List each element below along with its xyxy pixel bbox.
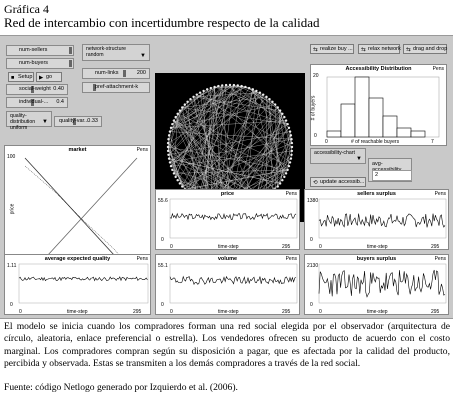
avg-accessibility-monitor: avg- 2 (368, 158, 412, 182)
network-node (168, 134, 170, 136)
network-node (167, 138, 169, 140)
histogram-bar-3 (369, 98, 383, 137)
accessibility-distribution-plot: Accessibility Distribution Pens 20 0 0 7 # of reachable buyers # of buyers (310, 64, 447, 146)
network-node (173, 172, 175, 174)
network-node (196, 93, 198, 95)
network-node (279, 182, 281, 184)
network-node (291, 142, 293, 144)
accessibility-chart-chooser[interactable]: accessibility-chart ▼ (310, 148, 366, 164)
network-node (286, 123, 288, 125)
go-button[interactable]: ▶ go (36, 72, 62, 82)
price-plot: price Pens 55.6 0 0 295 time-step (155, 189, 300, 250)
histogram-bar-4 (383, 116, 397, 137)
average-expected-quality-plot: average expected quality Pens 1.11 0 0 295 time-step (4, 254, 151, 315)
network-node (281, 179, 283, 181)
network-node (206, 88, 208, 90)
network-node (167, 150, 169, 152)
network-node (259, 91, 261, 93)
network-node (213, 86, 215, 88)
realize-buy-button[interactable]: ⇆ realize buy ... (310, 44, 354, 54)
series-line (170, 277, 296, 285)
network-node (210, 87, 212, 89)
network-node (217, 85, 219, 87)
network-node (179, 182, 181, 184)
update-accessibility-button[interactable]: ⟲ update accessib... (310, 177, 366, 187)
setup-button[interactable]: ■ Setup (8, 72, 34, 82)
relax-network-button[interactable]: ⇆ relax network (358, 44, 400, 54)
network-node (167, 154, 169, 156)
network-node (281, 113, 283, 115)
figure-caption: El modelo se inicia cuando los compradores forman una red social elegida por el observador (arquitectura de círculo, aleatoria, enlace preferencial o estrella). Los vendedores ofrecen su producto de acuerdo con el costo marginal. Los compradores compran según su disposición a pagar, que es afectada por la calidad del producto, percibida y observada. Estas se transmiten a los demás compradores a través de la red social. (4, 321, 450, 370)
network-node (244, 86, 246, 88)
network-node (271, 101, 273, 103)
network-node (274, 103, 276, 105)
network-node (171, 169, 173, 171)
histogram-bar-2 (355, 77, 369, 137)
network-node (288, 127, 290, 129)
network-node (174, 176, 176, 178)
quality-variance-slider[interactable]: quality-var... 0.33 (54, 116, 102, 127)
quality-distribution-chooser[interactable]: quality-distribution uniform ▼ (6, 111, 52, 127)
series-line (319, 214, 445, 228)
drag-and-drop-button[interactable]: ⇆ drag and drop (403, 44, 447, 54)
network-node (248, 87, 250, 89)
network-node (279, 109, 281, 111)
network-node (285, 119, 287, 121)
network-node (237, 84, 239, 86)
buyers-surplus-plot: buyers surplus Pens 2130 0 0 295 time-step (304, 254, 449, 315)
network-node (268, 98, 270, 100)
network-node (184, 103, 186, 105)
network-node (290, 134, 292, 136)
network-node (262, 93, 264, 95)
histogram-bar-5 (397, 128, 411, 137)
network-node (233, 84, 235, 86)
network-node (289, 130, 291, 132)
network-node (169, 130, 171, 132)
num-buyers-slider[interactable]: num-buyers (6, 58, 74, 69)
network-node (189, 98, 191, 100)
network-link (200, 85, 222, 201)
market-plot: market Pens 100 price (4, 145, 151, 292)
histogram-bar-0 (327, 131, 341, 137)
network-node (290, 138, 292, 140)
network-node (229, 84, 231, 86)
figure-title: Red de intercambio con incertidumbre respecto de la calidad (4, 15, 320, 30)
network-node (176, 113, 178, 115)
network-node (255, 90, 257, 92)
network-structure-chooser[interactable]: network-structure random ▼ (82, 44, 150, 61)
network-node (285, 172, 287, 174)
network-node (291, 146, 293, 148)
network-node (199, 91, 201, 93)
network-node (286, 169, 288, 171)
network-node (170, 127, 172, 129)
network-node (169, 161, 171, 163)
network-node (167, 142, 169, 144)
network-node (288, 165, 290, 167)
pref-attachment-slider[interactable]: pref-attachment-k (82, 82, 150, 93)
network-node (171, 123, 173, 125)
network-node (283, 116, 285, 118)
network-node (168, 157, 170, 159)
network-node (192, 96, 194, 98)
network-link (249, 88, 289, 128)
network-node (179, 109, 181, 111)
network-node (181, 106, 183, 108)
histogram-bar-1 (341, 104, 355, 137)
network-node (265, 96, 267, 98)
histogram-bar-6 (411, 131, 425, 137)
network-node (290, 154, 292, 156)
network-node (221, 84, 223, 86)
network-node (291, 150, 293, 152)
network-node (202, 90, 204, 92)
network-node (290, 157, 292, 159)
network-node (277, 185, 279, 187)
network-node (289, 161, 291, 163)
network-node (283, 176, 285, 178)
series-line (19, 277, 147, 281)
volume-plot: volume Pens 55.1 0 0 295 time-step (155, 254, 300, 315)
network-node (167, 146, 169, 148)
network-node (252, 88, 254, 90)
sellers-surplus-plot: sellers surplus Pens 1380 0 0 295 time-step (304, 189, 449, 250)
series-line (319, 270, 445, 297)
individual-weight-slider[interactable]: individual-... 0.4 (6, 97, 68, 108)
network-node (240, 85, 242, 87)
network-node (181, 185, 183, 187)
social-weight-slider[interactable]: social-weight 0.40 (6, 84, 68, 95)
network-node (173, 119, 175, 121)
figure-source: Fuente: código Netlogo generado por Izquierdo et al. (2006). (4, 382, 238, 393)
network-node (277, 106, 279, 108)
series-line (170, 214, 296, 220)
network-node (186, 101, 188, 103)
netlogo-screenshot (0, 35, 453, 319)
figure-label: Gráfica 4 (4, 2, 49, 16)
network-node (170, 165, 172, 167)
network-node (176, 179, 178, 181)
num-sellers-slider[interactable]: num-sellers (6, 45, 74, 56)
num-links-slider[interactable]: num-links 200 (82, 68, 150, 79)
network-node (225, 84, 227, 86)
network-node (174, 116, 176, 118)
